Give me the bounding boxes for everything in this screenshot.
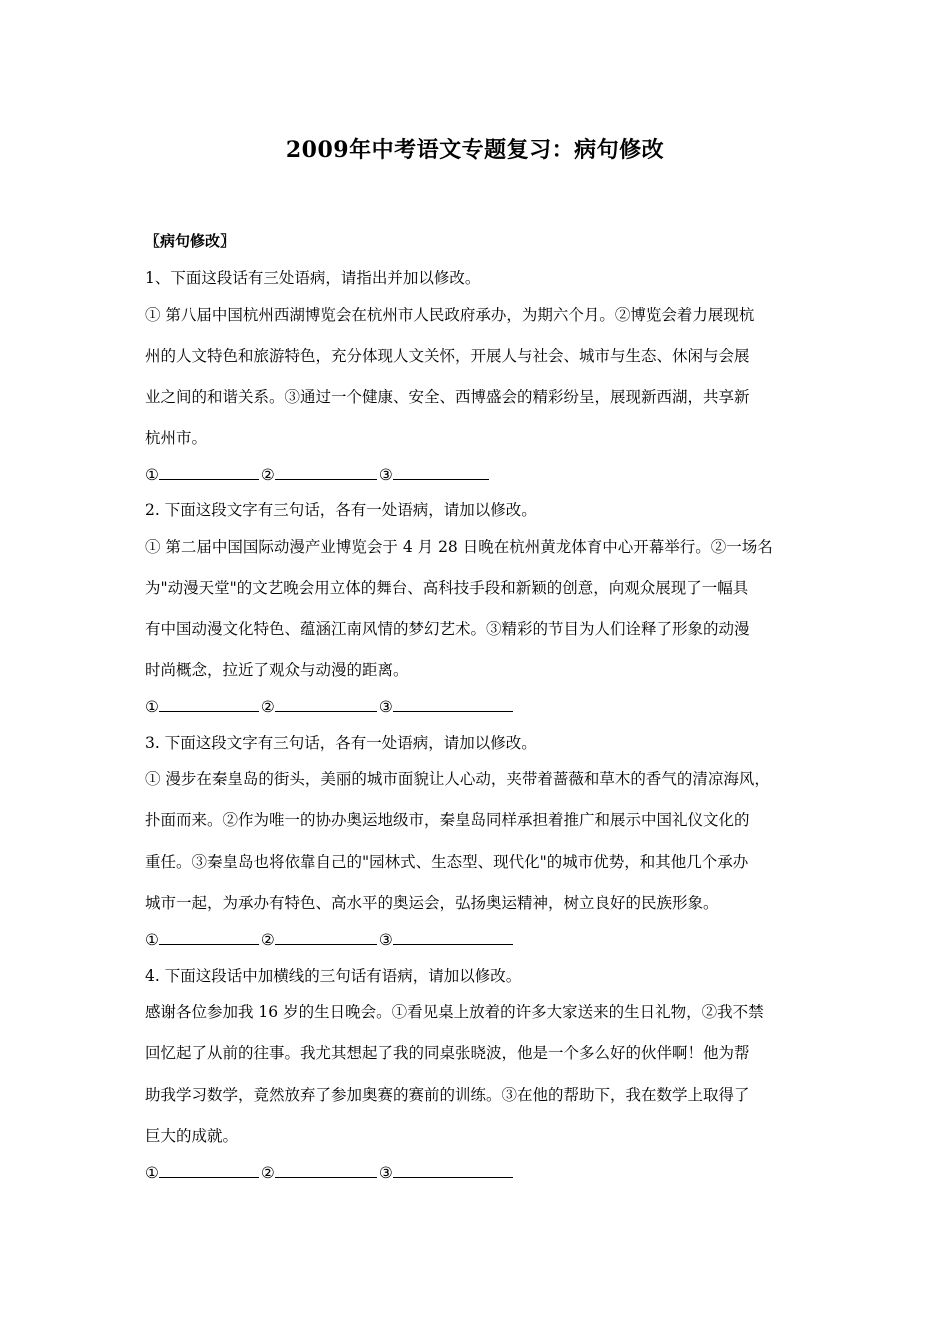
answer-blank-3[interactable] (393, 463, 489, 480)
answer-mark-1: ① (145, 466, 159, 484)
question-3-answer-row (145, 928, 815, 949)
question-2-text-line: 为"动漫天堂"的文艺晚会用立体的舞台、高科技手段和新颖的创意，向观众展现了一幅具 (145, 579, 749, 597)
question-1-text-line: 杭州市。 (145, 429, 208, 447)
question-2-text-line: ① 第二届中国国际动漫产业博览会于 4 月 28 日晚在杭州黄龙体育中心开幕举行。②一场名 (145, 538, 773, 556)
question-3-prompt: 3. 下面这段文字有三句话，各有一处语病，请加以修改。 (145, 734, 537, 752)
question-1-text-line: 州的人文特色和旅游特色，充分体现人文关怀，开展人与社会、城市与生态、休闲与会展 (145, 347, 750, 365)
answer-blank-1[interactable] (159, 463, 259, 480)
answer-blank-2[interactable] (275, 928, 377, 945)
answer-blank-1[interactable] (159, 928, 259, 945)
question-4-prompt: 4. 下面这段话中加横线的三句话有语病，请加以修改。 (145, 967, 522, 985)
answer-blank-2[interactable] (275, 463, 377, 480)
question-2-answer-row (145, 695, 815, 716)
answer-mark-3: ③ (378, 466, 393, 484)
question-4-answer-row (145, 1161, 815, 1182)
answer-blank-3[interactable] (393, 695, 513, 712)
answer-mark-1: ① (145, 698, 159, 716)
answer-mark-3: ③ (378, 698, 393, 716)
question-1-answer-row (145, 463, 815, 484)
answer-mark-3: ③ (378, 1164, 393, 1182)
question-4-text-line: 助我学习数学，竟然放弃了参加奥赛的赛前的训练。③在他的帮助下，我在数学上取得了 (145, 1086, 750, 1104)
question-4-text-line: 感谢各位参加我 16 岁的生日晚会。①看见桌上放着的许多大家送来的生日礼物，②我不禁 (145, 1003, 764, 1021)
answer-mark-2: ② (260, 698, 275, 716)
section-heading: 〖病句修改〗 (145, 232, 236, 250)
answer-blank-3[interactable] (393, 928, 513, 945)
answer-mark-2: ② (260, 1164, 275, 1182)
question-3-text-line: 重任。③秦皇岛也将依靠自己的"园林式、生态型、现代化"的城市优势，和其他几个承办 (145, 853, 749, 871)
answer-mark-2: ② (260, 931, 275, 949)
question-3-text-line: 扑面而来。②作为唯一的协办奥运地级市，秦皇岛同样承担着推广和展示中国礼仪文化的 (145, 811, 750, 829)
question-1-prompt: 1、下面这段话有三处语病，请指出并加以修改。 (145, 269, 481, 287)
answer-mark-1: ① (145, 1164, 159, 1182)
answer-mark-1: ① (145, 931, 159, 949)
answer-mark-3: ③ (378, 931, 393, 949)
question-2-text-line: 时尚概念，拉近了观众与动漫的距离。 (145, 661, 409, 679)
question-4-text-line: 回忆起了从前的往事。我尤其想起了我的同桌张晓波，他是一个多么好的伙伴啊！他为帮 (145, 1044, 750, 1062)
answer-blank-2[interactable] (275, 1161, 377, 1178)
document-title: 2009年中考语文专题复习：病句修改 (285, 137, 665, 163)
question-2-prompt: 2. 下面这段文字有三句话，各有一处语病，请加以修改。 (145, 501, 537, 519)
answer-mark-2: ② (260, 466, 275, 484)
question-1-text-line: 业之间的和谐关系。③通过一个健康、安全、西博盛会的精彩纷呈，展现新西湖，共享新 (145, 388, 750, 406)
question-4-text-line: 巨大的成就。 (145, 1127, 239, 1145)
answer-blank-3[interactable] (393, 1161, 513, 1178)
question-1-text-line: ① 第八届中国杭州西湖博览会在杭州市人民政府承办，为期六个月。②博览会着力展现杭 (145, 306, 755, 324)
question-2-text-line: 有中国动漫文化特色、蕴涵江南风情的梦幻艺术。③精彩的节目为人们诠释了形象的动漫 (145, 620, 750, 638)
question-3-text-line: ① 漫步在秦皇岛的街头，美丽的城市面貌让人心动，夹带着蔷薇和草木的香气的清凉海风， (145, 770, 770, 788)
answer-blank-1[interactable] (159, 695, 259, 712)
answer-blank-2[interactable] (275, 695, 377, 712)
answer-blank-1[interactable] (159, 1161, 259, 1178)
question-3-text-line: 城市一起，为承办有特色、高水平的奥运会，弘扬奥运精神，树立良好的民族形象。 (145, 894, 719, 912)
